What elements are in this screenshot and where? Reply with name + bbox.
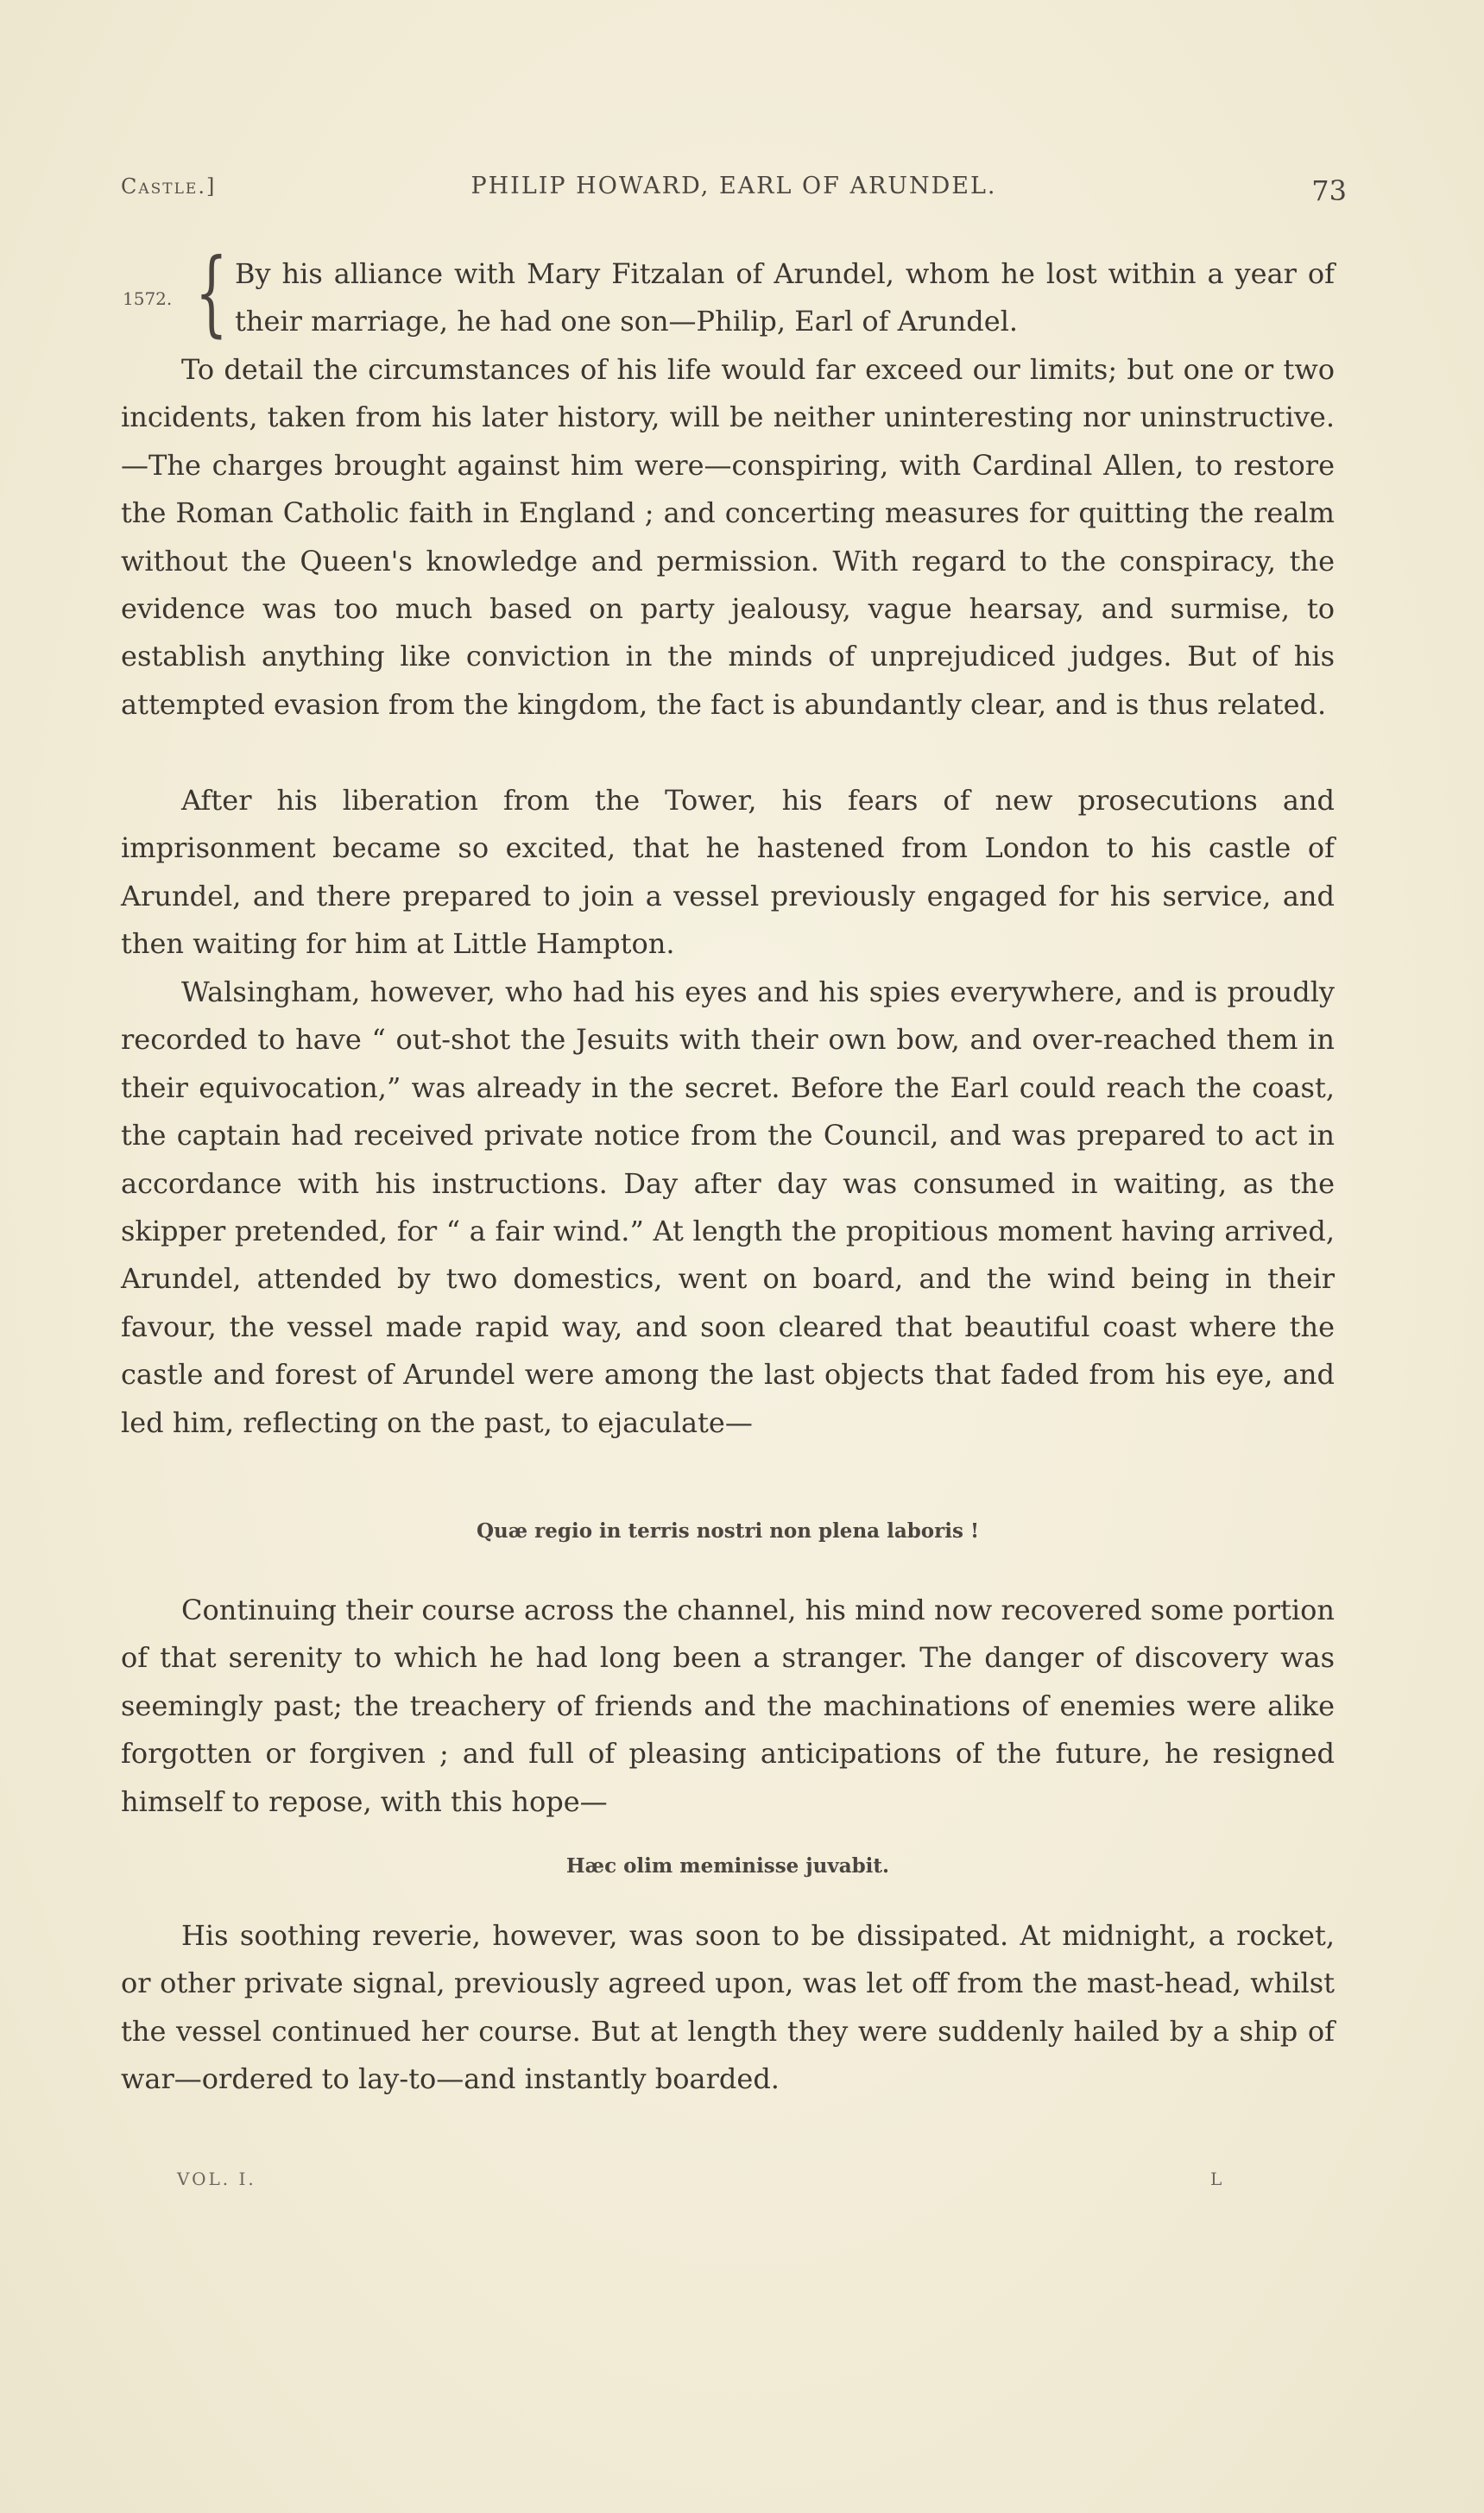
header-title: PHILIP HOWARD, EARL OF ARUNDEL. [470, 173, 997, 199]
paragraph-1: By his alliance with Mary Fitzalan of Arundel, whom he lost within a year of their marriage, he had one son—Philip, Earl of Arundel. [235, 257, 1335, 338]
paragraph-4: Walsingham, however, who had his eyes and his spies everywhere, and is proudly recorded to have “ out-shot the Jesuits with their own bow, and over-reached them in their equivocation,” was already in the secret. Before the Earl could reach the coast, the captain had received private notice from the Council, and was prepared to act in accordance with his instructions. Day after day was consumed in waiting, as the skipper pretended, for “ a fair wind.” At length the propitious moment having arrived, Arundel, attended by two domestics, went on board, and the wind being in their favour, the vessel made rapid way, and soon cleared that beautiful coast where the castle and forest of Arundel were among the last objects that faded from his eye, and led him, reflecting on the past, to ejaculate— [121, 976, 1335, 1439]
latin-quote-1: Quæ regio in terris nostri non plena laboris ! [476, 1519, 980, 1543]
footer-signature-mark: L [1210, 2169, 1222, 2189]
footer-volume: VOL. I. [177, 2169, 256, 2189]
paragraph-6: His soothing reverie, however, was soon to be dissipated. At midnight, a rocket, or other private signal, previously agreed upon, was let off from the mast-head, whilst the vessel continued her course. But at length they were suddenly hailed by a ship of war—ordered to lay-to—and instantly boarded. [121, 1919, 1335, 2096]
margin-year-note: 1572. [123, 288, 173, 309]
header-section-label: Castle.] [121, 174, 217, 199]
latin-quote-2: Hæc olim meminisse juvabit. [565, 1854, 890, 1878]
page-number: 73 [1311, 174, 1347, 207]
paragraph-5: Continuing their course across the channel, his mind now recovered some portion of that serenity to which he had long been a stranger. The danger of discovery was seemingly past; the treachery of friends and the machinations of enemies were alike forgotten or forgiven ; and full of pleasing anticipations of the future, he resigned himself to repose, with this hope— [121, 1594, 1335, 1818]
paragraph-2: To detail the circumstances of his life would far exceed our limits; but one or two incidents, taken from his later history, will be neither uninteresting nor uninstructive.—The charges brought against him were—conspiring, with Cardinal Allen, to restore the Roman Catholic faith in England ; and concerting measures for quitting the realm without the Queen's knowledge and permission. With regard to the conspiracy, the evidence was too much based on party jealousy, vague hearsay, and surmise, to establish anything like conviction in the minds of unprejudiced judges. But of his attempted evasion from the kingdom, the fact is abundantly clear, and is thus related. [121, 353, 1335, 721]
running-header [121, 169, 1347, 221]
curly-brace-mark: { [195, 239, 228, 347]
paragraph-3: After his liberation from the Tower, his fears of new prosecutions and imprisonment became so excited, that he hastened from London to his castle of Arundel, and there prepared to join a vessel previously engaged for his service, and then waiting for him at Little Hampton. [121, 784, 1335, 961]
